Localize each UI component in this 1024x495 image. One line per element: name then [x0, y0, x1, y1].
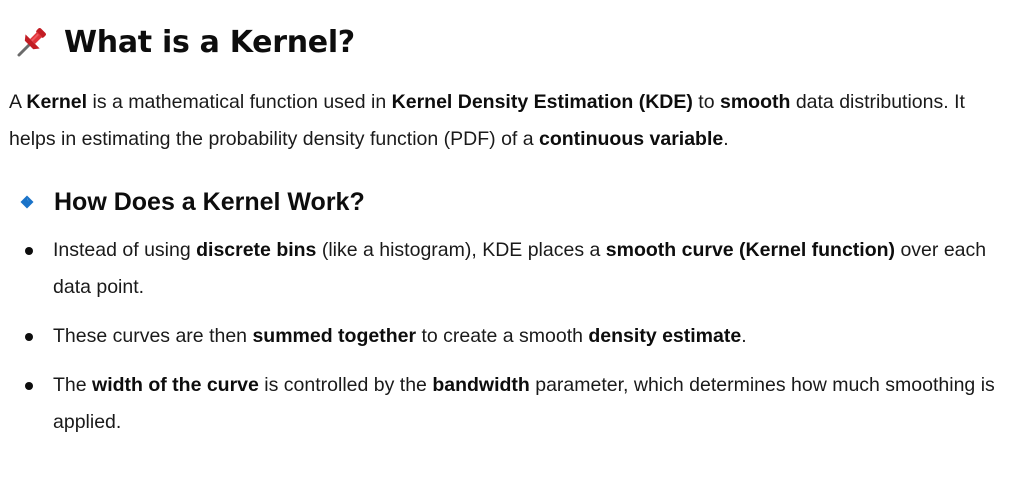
text-run: to create a smooth	[416, 325, 589, 347]
text-run: These curves are then	[53, 325, 253, 347]
text-run: A	[9, 91, 27, 113]
text-run: (like a histogram), KDE places a	[316, 239, 606, 261]
bold-term: smooth curve (Kernel function)	[605, 239, 896, 261]
text-run: parameter, which determines how much smoothing is applied.	[53, 374, 995, 433]
bullet-text	[53, 325, 747, 347]
bullet-item-1	[0, 232, 1024, 306]
bullet-dot	[25, 333, 33, 341]
text-run: .	[741, 325, 747, 347]
bullet-text	[53, 374, 995, 433]
text-run: is controlled by the	[258, 374, 433, 396]
bold-term: Kernel	[26, 91, 88, 113]
text-run: Instead of using	[53, 239, 197, 261]
text-run: data distributions. It helps in estimating the probability density function (PDF) of a	[9, 91, 965, 150]
bullet-item-2	[0, 318, 1024, 355]
bold-term: density estimate	[588, 325, 742, 347]
section-title: How Does a Kernel Work?	[54, 187, 365, 216]
bullet-item-3	[0, 367, 1024, 441]
bold-term: summed together	[252, 325, 417, 347]
text-run: .	[723, 128, 729, 150]
text-run: over each data point.	[53, 239, 987, 298]
title-row	[14, 18, 355, 66]
bullet-list	[0, 232, 1024, 453]
text-run: is a mathematical function used in	[87, 91, 392, 113]
bullet-dot	[25, 247, 33, 255]
page-title: What is a Kernel?	[64, 24, 355, 60]
bullet-dot	[25, 382, 33, 390]
intro-paragraph	[9, 84, 1009, 158]
bold-term: Kernel Density Estimation (KDE)	[391, 91, 693, 113]
bold-term: continuous variable	[539, 128, 724, 150]
section-heading-row	[20, 180, 365, 224]
bold-term: bandwidth	[432, 374, 530, 396]
bold-term: discrete bins	[196, 239, 317, 261]
bold-term: width of the curve	[92, 374, 259, 396]
pushpin-icon	[14, 24, 50, 60]
blue-diamond-icon	[20, 195, 34, 209]
bullet-text	[53, 239, 986, 298]
text-run: The	[53, 374, 93, 396]
bold-term: smooth	[719, 91, 791, 113]
text-run: to	[692, 91, 720, 113]
